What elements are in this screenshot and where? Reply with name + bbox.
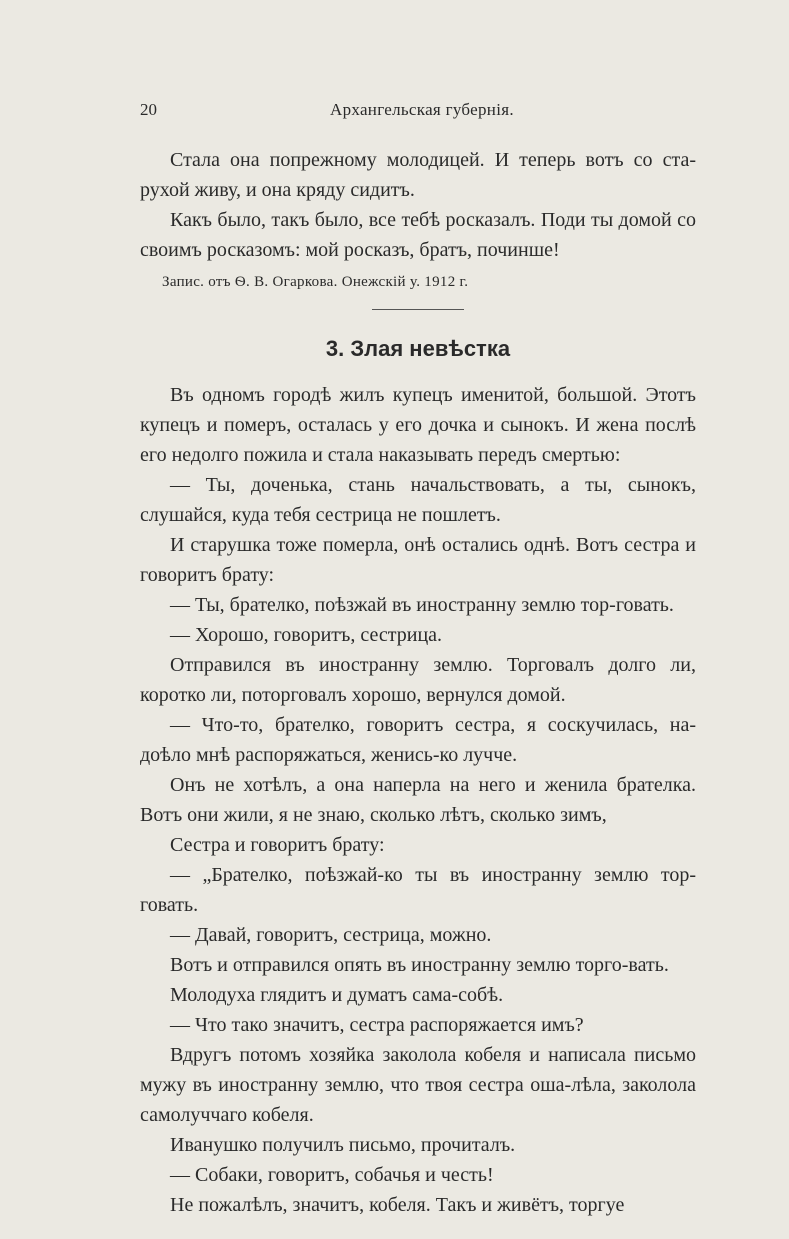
section-divider (372, 309, 464, 310)
story-paragraph: Молодуха глядитъ и думатъ сама-собѣ. (170, 984, 504, 1006)
story-paragraph: — „Брателко, поѣзжай-ко ты въ иностранну землю тор-говать. (140, 864, 696, 916)
story-paragraph: — Собаки, говоритъ, собачья и честь! (170, 1164, 494, 1186)
story-paragraph: — Что тако значитъ, сестра распоряжается имъ? (170, 1014, 584, 1036)
page-number: 20 (140, 100, 157, 119)
running-title: Архангельская губернія. (330, 100, 514, 119)
story-paragraph: — Что-то, брателко, говоритъ сестра, я соскучилась, на-доѣло мнѣ распоряжаться, женись-ко лучче. (140, 714, 696, 766)
story-paragraph: — Давай, говоритъ, сестрица, можно. (170, 924, 492, 946)
story-paragraph: И старушка тоже померла, онѣ остались однѣ. Вотъ сестра и говоритъ брату: (140, 534, 696, 586)
story-paragraph: Не пожалѣлъ, значитъ, кобеля. Такъ и живётъ, торгуе (170, 1194, 625, 1216)
story-paragraph: Въ одномъ городѣ жилъ купецъ именитой, большой. Этотъ купецъ и померъ, осталась у его дочка и сынокъ. И жена послѣ его недолго пожила и стала наказывать передъ смертью: (140, 384, 696, 466)
story-paragraph: Вдругъ потомъ хозяйка заколола кобеля и написала письмо мужу въ иностранну землю, что твоя сестра оша-лѣла, заколола самолуччаго кобеля. (140, 1044, 696, 1126)
story-paragraph: — Хорошо, говоритъ, сестрица. (170, 624, 443, 646)
story-paragraph: Сестра и говоритъ брату: (170, 834, 385, 856)
page-body (140, 145, 696, 1220)
story-paragraph: Онъ не хотѣлъ, а она наперла на него и женила брателка. Вотъ они жили, я не знаю, сколько лѣтъ, сколько зимъ, (140, 774, 696, 826)
story-paragraph: — Ты, доченька, стань начальствовать, а ты, сынокъ, слушайся, куда тебя сестрица не пошлетъ. (140, 474, 696, 526)
story-paragraph: — Ты, брателко, поѣзжай въ иностранну землю тор-говать. (170, 594, 674, 616)
intro-paragraph: Какъ было, такъ было, все тебѣ росказалъ. Поди ты домой со своимъ росказомъ: мой росказъ, братъ, починше! (140, 209, 696, 261)
story-paragraph: Иванушко получилъ письмо, прочиталъ. (170, 1134, 516, 1156)
source-note: Запис. отъ Ѳ. В. Огаркова. Онежскій у. 1912 г. (162, 274, 469, 290)
story-title: 3. Злая невѣстка (325, 336, 511, 361)
intro-paragraph: Стала она попрежному молодицей. И теперь вотъ со ста-рухой живу, и она кряду сидитъ. (140, 149, 696, 201)
page-header (140, 100, 660, 124)
story-paragraph: Отправился въ иностранну землю. Торговалъ долго ли, коротко ли, поторговалъ хорошо, вернулся домой. (140, 654, 696, 706)
story-paragraph: Вотъ и отправился опять въ иностранну землю торго-вать. (170, 954, 669, 976)
